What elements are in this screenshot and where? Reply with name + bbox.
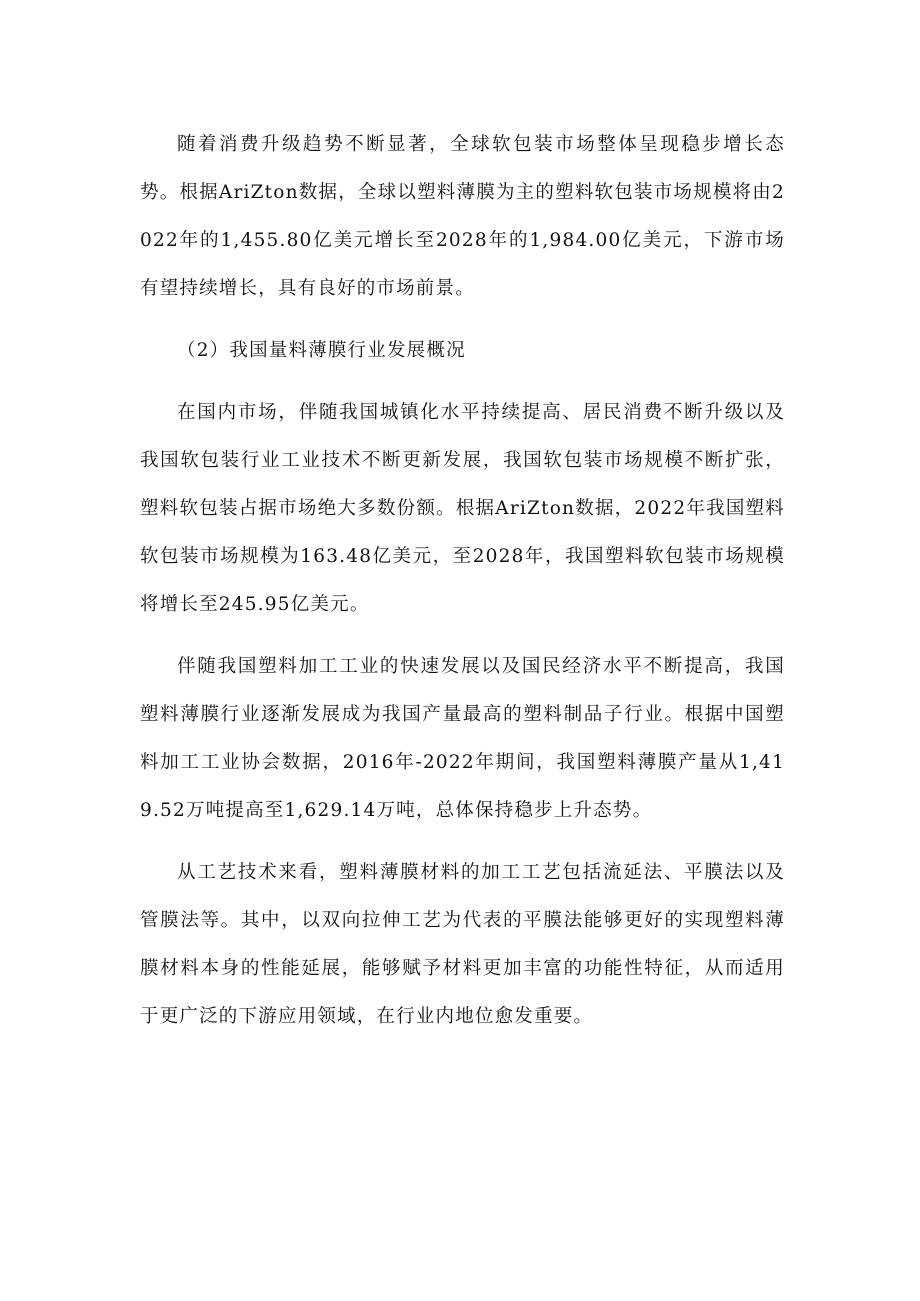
paragraph-film-industry: 伴随我国塑料加工工业的快速发展以及国民经济水平不断提高，我国塑料薄膜行业逐渐发展成为我国产量最高的塑料制品子行业。根据中国塑料加工工业协会数据，2016年-2022年期间，我国塑料薄膜产量从1,419.52万吨提高至1,629.14万吨，总体保持稳步上升态势。 [140, 656, 785, 821]
section-heading: （2）我国量料薄膜行业发展概况 [177, 340, 466, 361]
paragraph-global-market: 随着消费升级趋势不断显著，全球软包装市场整体呈现稳步增长态势。根据AriZton数据，全球以塑料薄膜为主的塑料软包装市场规模将由2022年的1,455.80亿美元增长至2028年的1,984.00亿美元，下游市场有望持续增长，具有良好的市场前景。 [140, 134, 785, 299]
paragraph-domestic-market: 在国内市场，伴随我国城镇化水平持续提高、居民消费不断升级以及我国软包装行业工业技术不断更新发展，我国软包装市场规模不断扩张，塑料软包装占据市场绝大多数份额。根据AriZton数据，2022年我国塑料软包装市场规模为163.48亿美元，至2028年，我国塑料软包装市场规模将增长至245.95亿美元。 [140, 402, 785, 615]
paragraph-process-technology: 从工艺技术来看，塑料薄膜材料的加工工艺包括流延法、平膜法以及管膜法等。其中，以双向拉伸工艺为代表的平膜法能够更好的实现塑料薄膜材料本身的性能延展，能够赋予材料更加丰富的功能性特征，从而适用于更广泛的下游应用领域，在行业内地位愈发重要。 [140, 862, 785, 1027]
document-body [140, 121, 785, 1041]
